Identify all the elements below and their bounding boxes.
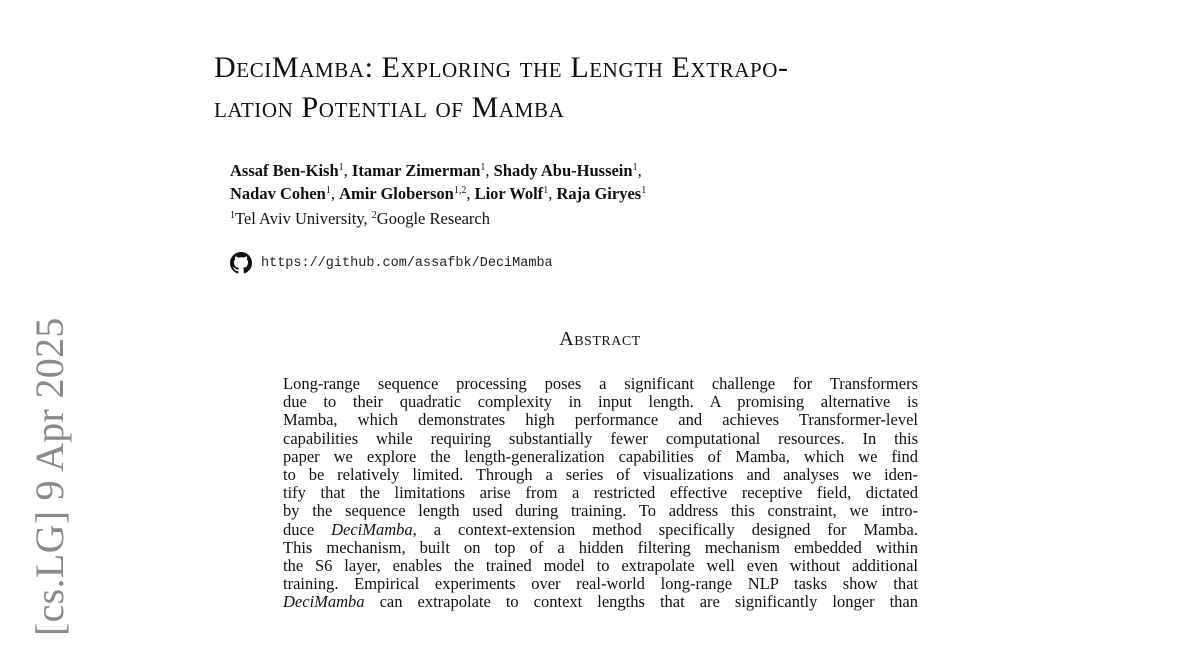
abstract-line: This mechanism, built on top of a hidden filtering mechanism embedded within [283, 537, 918, 557]
abstract-line: due to their quadratic complexity in input length. A promising alternative is [283, 392, 918, 412]
title-line-2: lation Potential of Mamba [214, 91, 565, 124]
abstract-text: , a context-extension method specifically designed for Mamba. [412, 519, 919, 539]
author-list [230, 159, 930, 205]
author-line-2 [230, 182, 930, 205]
author-affiliation-mark: 1 [480, 162, 486, 173]
abstract-line: to be relatively limited. Through a series of visualizations and analyses we iden- [283, 465, 918, 485]
method-name: DeciMamba [331, 519, 413, 539]
abstract-line [283, 521, 918, 539]
affiliations [230, 208, 490, 230]
author-affiliation-mark: 1 [641, 185, 647, 196]
abstract-line: paper we explore the length-generalization capabilities of Mamba, which we find [283, 446, 918, 466]
author-affiliation-mark: 1 [338, 162, 344, 173]
abstract-line: Mamba, which demonstrates high performance and achieves Transformer-level [283, 410, 918, 430]
author-affiliation-mark: 1 [543, 185, 549, 196]
abstract-line: training. Empirical experiments over real-world long-range NLP tasks show that [283, 574, 918, 594]
abstract-line: the S6 layer, enables the trained model to extrapolate well even without additional [283, 556, 918, 576]
author-separator: , [343, 161, 352, 180]
github-row [230, 252, 553, 274]
author-affiliation-mark: 1 [325, 185, 331, 196]
author-name: Raja Giryes [556, 184, 642, 203]
author-affiliation-mark: 1,2 [453, 185, 467, 196]
abstract-text: duce [283, 519, 332, 539]
arxiv-identifier-stamp: [cs.LG] 9 Apr 2025 [27, 317, 72, 636]
abstract-heading-text: Abstract [559, 328, 641, 350]
author-separator: , [485, 161, 494, 180]
abstract-text: can extrapolate to context lengths that are significantly longer than [364, 592, 918, 612]
abstract-line: capabilities while requiring substantially fewer computational resources. In this [283, 428, 918, 448]
title-line-1: DeciMamba: Exploring the Length Extrapo- [214, 51, 789, 84]
affiliation-text: Tel Aviv University, [235, 209, 372, 228]
author-name: Amir Globerson [339, 184, 454, 203]
affiliation-text: Google Research [376, 209, 490, 228]
author-line-end: , [637, 161, 642, 180]
author-name: Itamar Zimerman [351, 161, 481, 180]
author-name: Assaf Ben-Kish [230, 161, 339, 180]
author-name: Shady Abu-Hussein [493, 161, 633, 180]
author-separator: , [330, 184, 340, 203]
author-affiliation-mark: 1 [632, 162, 638, 173]
abstract-line [283, 593, 918, 611]
abstract-body [283, 375, 918, 612]
author-name: Nadav Cohen [230, 184, 326, 203]
author-line-1 [230, 159, 930, 182]
abstract-line: Long-range sequence processing poses a significant challenge for Transformers [283, 374, 918, 393]
paper-title [214, 48, 1014, 128]
abstract-heading [0, 328, 1200, 351]
author-separator: , [548, 184, 557, 203]
affiliation-mark: 2 [371, 210, 377, 221]
github-icon [230, 252, 252, 274]
abstract-line: by the sequence length used during training. To address this constraint, we intro- [283, 501, 918, 521]
affiliation-mark: 1 [230, 210, 235, 221]
method-name: DeciMamba [283, 592, 365, 612]
author-separator: , [466, 184, 475, 203]
author-name: Lior Wolf [474, 184, 544, 203]
abstract-line: tify that the limitations arise from a restricted effective receptive field, dictated [283, 483, 918, 503]
github-repo-link[interactable]: https://github.com/assafbk/DeciMamba [261, 255, 553, 271]
